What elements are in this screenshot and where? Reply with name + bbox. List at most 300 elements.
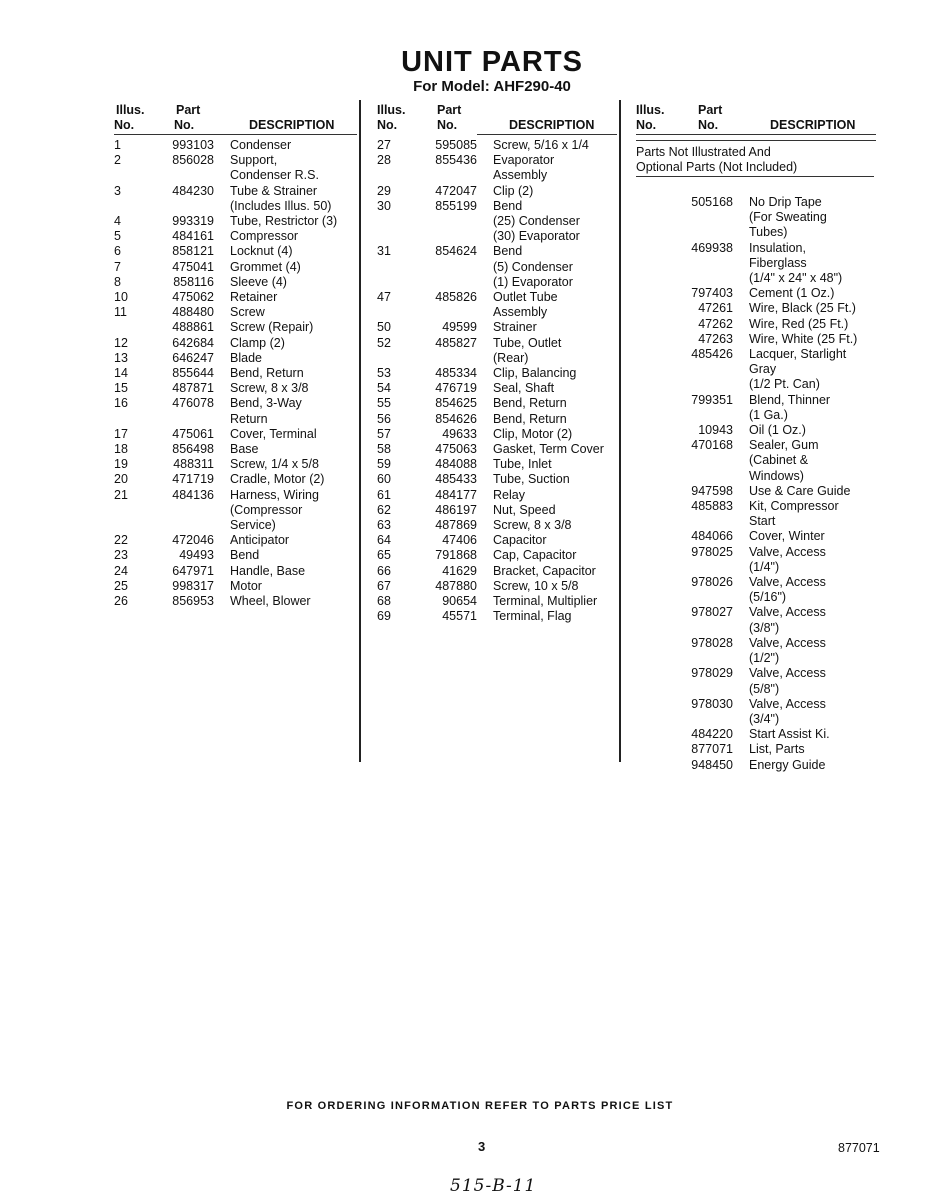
illus-number: 57 <box>377 426 391 441</box>
illus-number: 16 <box>114 396 128 411</box>
table-row <box>114 594 337 609</box>
part-description: Wheel, Blower <box>230 594 311 609</box>
part-number: 41629 <box>442 563 477 578</box>
part-number: 978025 <box>691 544 733 559</box>
column-header <box>377 103 617 137</box>
table-row <box>114 548 337 563</box>
part-number: 855644 <box>172 366 214 381</box>
part-number: 854625 <box>435 396 477 411</box>
part-description: Handle, Base <box>230 563 306 578</box>
table-row <box>377 184 604 199</box>
column-divider <box>359 100 361 762</box>
part-description: Anticipator <box>230 533 290 548</box>
table-row <box>377 579 604 594</box>
illus-number: 63 <box>377 518 391 533</box>
part-description: Locknut (4) <box>230 244 293 259</box>
part-description: Seal, Shaft <box>493 381 555 396</box>
part-number: 485826 <box>435 290 477 305</box>
part-description: Clip (2) <box>493 183 534 198</box>
part-header: No. <box>437 118 458 132</box>
part-description: Bend, Return <box>493 396 567 411</box>
illus-number: 65 <box>377 548 391 563</box>
part-description: Blend, Thinner (1 Ga.) <box>749 392 831 422</box>
table-row <box>114 184 337 214</box>
part-description: Cover, Terminal <box>230 426 317 441</box>
table-row <box>377 564 604 579</box>
table-row <box>673 697 857 727</box>
table-row <box>114 336 337 351</box>
illus-number: 27 <box>377 138 391 152</box>
part-number: 998317 <box>172 578 214 593</box>
part-number: 45571 <box>442 609 477 624</box>
illus-number: 26 <box>114 594 128 609</box>
table-row <box>377 594 604 609</box>
table-row <box>114 260 337 275</box>
part-number: 488480 <box>172 305 214 320</box>
part-description: Tube, Outlet (Rear) <box>493 335 562 365</box>
part-number: 10943 <box>698 423 733 438</box>
illus-number: 17 <box>114 426 128 441</box>
part-description: Valve, Access (3/8") <box>749 605 826 635</box>
table-row <box>673 195 857 241</box>
part-description: Bend, 3-Way Return <box>230 396 302 426</box>
part-number: 475063 <box>435 442 477 457</box>
illus-header: Illus. <box>636 103 665 117</box>
part-number: 978026 <box>691 575 733 590</box>
illus-number: 8 <box>114 274 121 289</box>
table-row <box>377 381 604 396</box>
part-description: Tube, Suction <box>493 472 570 487</box>
illus-number: 47 <box>377 290 391 305</box>
part-number: 49633 <box>442 426 477 441</box>
table-row <box>114 488 337 534</box>
illus-number: 60 <box>377 472 391 487</box>
part-description: Relay <box>493 487 525 502</box>
table-row <box>114 381 337 396</box>
table-row <box>377 442 604 457</box>
part-description: Screw (Repair) <box>230 320 314 335</box>
part-description: Oil (1 Oz.) <box>749 423 806 438</box>
part-number: 49599 <box>442 320 477 335</box>
part-header: No. <box>174 118 195 132</box>
table-row <box>673 529 857 544</box>
table-row <box>673 758 857 773</box>
illus-number: 64 <box>377 533 391 548</box>
part-description: Bend (25) Condenser (30) Evaporator <box>493 198 580 244</box>
table-row <box>377 518 604 533</box>
illus-number: 30 <box>377 198 391 213</box>
part-description: Screw, 5/16 x 1/4 <box>493 138 589 152</box>
part-number: 993103 <box>172 138 214 152</box>
part-description: Bend (5) Condenser (1) Evaporator <box>493 244 573 289</box>
table-row <box>673 484 857 499</box>
part-number: 486197 <box>435 502 477 517</box>
part-number: 855436 <box>435 153 477 168</box>
table-row <box>673 605 857 635</box>
part-description: Cement (1 Oz.) <box>749 286 835 301</box>
table-row <box>377 199 604 245</box>
table-row <box>114 244 337 259</box>
part-number: 854624 <box>435 244 477 259</box>
illus-number: 31 <box>377 244 391 259</box>
table-row <box>673 727 857 742</box>
part-description: No Drip Tape (For Sweating Tubes) <box>749 195 827 240</box>
table-row <box>114 290 337 305</box>
part-description: Insulation, Fiberglass (1/4" x 24" x 48") <box>749 240 843 286</box>
part-number: 476078 <box>172 396 214 411</box>
table-row <box>673 666 857 696</box>
illus-number: 10 <box>114 290 128 305</box>
table-row <box>377 320 604 335</box>
table-row <box>673 742 857 757</box>
table-row <box>114 366 337 381</box>
part-number: 858116 <box>173 274 214 289</box>
illus-number: 5 <box>114 229 121 244</box>
part-description: Valve, Access (5/8") <box>749 666 826 696</box>
part-number: 475062 <box>172 290 214 305</box>
part-number: 856028 <box>172 153 214 168</box>
part-description: Start Assist Ki. <box>749 727 830 742</box>
part-description: Condenser <box>230 138 292 152</box>
illus-number: 2 <box>114 153 121 168</box>
part-number: 485827 <box>435 335 477 350</box>
part-description: Wire, Red (25 Ft.) <box>749 316 849 331</box>
illus-number: 53 <box>377 366 391 381</box>
table-row <box>114 396 337 426</box>
part-description: Capacitor <box>493 533 547 548</box>
part-description: Support, Condenser R.S. <box>230 153 319 183</box>
table-row <box>114 351 337 366</box>
table-row <box>114 320 337 335</box>
illus-header: No. <box>636 118 657 132</box>
part-number: 487880 <box>435 578 477 593</box>
part-number: 488861 <box>172 320 214 335</box>
part-description: Screw <box>230 305 265 320</box>
illus-number: 12 <box>114 335 128 350</box>
part-description: Gasket, Term Cover <box>493 442 604 457</box>
part-number: 47406 <box>442 533 477 548</box>
illus-number: 14 <box>114 366 128 381</box>
part-number: 47263 <box>698 331 733 346</box>
table-row <box>114 138 337 153</box>
illus-number: 55 <box>377 396 391 411</box>
table-row <box>377 457 604 472</box>
table-row <box>114 427 337 442</box>
illus-number: 23 <box>114 548 128 563</box>
table-row <box>673 499 857 529</box>
table-row <box>673 317 857 332</box>
part-number: 978030 <box>691 696 733 711</box>
parts-column-2 <box>377 138 604 625</box>
parts-column-3 <box>673 195 857 773</box>
illus-number: 18 <box>114 442 128 457</box>
illus-number: 13 <box>114 350 128 365</box>
illus-header: Illus. <box>377 103 406 117</box>
table-row <box>377 366 604 381</box>
document-number: 877071 <box>838 1141 880 1155</box>
part-number: 855199 <box>435 198 477 213</box>
table-row <box>114 472 337 487</box>
part-number: 485433 <box>435 472 477 487</box>
part-header: Part <box>698 103 723 117</box>
illus-number: 54 <box>377 381 391 396</box>
table-row <box>673 545 857 575</box>
illus-number: 4 <box>114 214 121 229</box>
part-description: Tube & Strainer (Includes Illus. 50) <box>230 183 332 213</box>
illus-number: 15 <box>114 381 128 396</box>
part-description: Bend, Return <box>230 366 304 381</box>
table-row <box>673 423 857 438</box>
part-description: Clamp (2) <box>230 335 285 350</box>
part-number: 475041 <box>172 259 214 274</box>
table-row <box>673 332 857 347</box>
part-description: Motor <box>230 578 262 593</box>
part-description: Outlet Tube Assembly <box>493 290 558 320</box>
table-row <box>114 442 337 457</box>
part-number: 470168 <box>691 438 733 453</box>
part-description: Cradle, Motor (2) <box>230 472 325 487</box>
part-description: Valve, Access (1/4") <box>749 544 826 574</box>
table-row <box>377 138 604 153</box>
table-row <box>377 472 604 487</box>
part-number: 471719 <box>172 472 214 487</box>
table-row <box>377 336 604 366</box>
part-description: Wire, White (25 Ft.) <box>749 331 858 346</box>
illus-number: 56 <box>377 411 391 426</box>
table-row <box>377 396 604 411</box>
table-row <box>377 503 604 518</box>
part-description: Grommet (4) <box>230 259 301 274</box>
table-row <box>673 347 857 393</box>
part-header: No. <box>698 118 719 132</box>
part-number: 595085 <box>435 138 477 152</box>
part-description: Kit, Compressor Start <box>749 499 839 529</box>
part-number: 799351 <box>691 392 733 407</box>
part-description: Screw, 1/4 x 5/8 <box>230 457 319 472</box>
part-number: 484220 <box>691 727 733 742</box>
illus-number: 7 <box>114 259 121 274</box>
part-description: Clip, Balancing <box>493 366 577 381</box>
illus-number: 25 <box>114 578 128 593</box>
part-description: Base <box>230 442 259 457</box>
part-description: Screw, 8 x 3/8 <box>493 518 572 533</box>
part-number: 791868 <box>435 548 477 563</box>
table-row <box>377 244 604 290</box>
part-number: 978027 <box>691 605 733 620</box>
part-description: List, Parts <box>749 742 805 757</box>
part-number: 484088 <box>435 457 477 472</box>
part-number: 856953 <box>172 594 214 609</box>
page-title: UNIT PARTS <box>401 46 583 78</box>
part-description: Cover, Winter <box>749 529 825 544</box>
table-row <box>114 533 337 548</box>
table-row <box>377 533 604 548</box>
description-header: DESCRIPTION <box>249 118 335 132</box>
table-row <box>377 290 604 320</box>
part-description: Bend, Return <box>493 411 567 426</box>
part-description: Terminal, Flag <box>493 609 572 624</box>
part-description: Strainer <box>493 320 537 335</box>
part-number: 484136 <box>172 487 214 502</box>
illus-number: 11 <box>114 305 127 320</box>
table-row <box>377 488 604 503</box>
illus-number: 24 <box>114 563 128 578</box>
part-number: 472047 <box>435 183 477 198</box>
illus-number: 52 <box>377 335 391 350</box>
part-number: 993319 <box>172 214 214 229</box>
part-description: Tube, Inlet <box>493 457 552 472</box>
part-description: Terminal, Multiplier <box>493 594 598 609</box>
table-row <box>377 153 604 183</box>
description-header: DESCRIPTION <box>770 118 856 132</box>
part-number: 485426 <box>691 347 733 362</box>
illus-number: 19 <box>114 457 128 472</box>
part-description: Sleeve (4) <box>230 274 287 289</box>
illus-number: 69 <box>377 609 391 624</box>
illus-number: 59 <box>377 457 391 472</box>
part-description: Wire, Black (25 Ft.) <box>749 301 856 316</box>
illus-number: 66 <box>377 563 391 578</box>
table-row <box>673 636 857 666</box>
table-row <box>673 241 857 287</box>
part-number: 475061 <box>172 426 214 441</box>
part-description: Retainer <box>230 290 278 305</box>
part-description: Sealer, Gum (Cabinet & Windows) <box>749 438 819 483</box>
part-number: 978028 <box>691 635 733 650</box>
part-description: Screw, 8 x 3/8 <box>230 381 309 396</box>
table-row <box>114 229 337 244</box>
column-header <box>636 103 876 137</box>
part-number: 978029 <box>691 666 733 681</box>
part-description: Clip, Motor (2) <box>493 426 573 441</box>
illus-number <box>114 320 154 335</box>
part-number: 505168 <box>691 195 733 209</box>
model-subtitle: For Model: AHF290-40 <box>413 78 571 95</box>
ordering-note: FOR ORDERING INFORMATION REFER TO PARTS PRICE LIST <box>286 1100 674 1112</box>
part-number: 948450 <box>691 757 733 772</box>
table-row <box>377 609 604 624</box>
table-row <box>673 301 857 316</box>
part-number: 49493 <box>179 548 214 563</box>
illus-header: No. <box>377 118 398 132</box>
table-row <box>673 575 857 605</box>
illus-number: 29 <box>377 183 391 198</box>
table-row <box>673 393 857 423</box>
illus-number: 50 <box>377 320 391 335</box>
table-row <box>673 286 857 301</box>
part-description: Bracket, Capacitor <box>493 563 596 578</box>
part-number: 642684 <box>172 335 214 350</box>
part-number: 488311 <box>173 457 214 472</box>
part-number: 647971 <box>172 563 214 578</box>
part-number: 858121 <box>172 244 214 259</box>
table-row <box>377 412 604 427</box>
part-number: 797403 <box>691 286 733 301</box>
illus-number: 3 <box>114 183 121 198</box>
part-number: 472046 <box>172 533 214 548</box>
illus-number: 22 <box>114 533 128 548</box>
column-header <box>114 103 357 137</box>
table-row <box>114 275 337 290</box>
part-number: 476719 <box>435 381 477 396</box>
part-description: Harness, Wiring (Compressor Service) <box>230 487 319 533</box>
part-number: 90654 <box>442 594 477 609</box>
part-number: 484177 <box>435 487 477 502</box>
table-row <box>114 153 337 183</box>
part-number: 947598 <box>691 483 733 498</box>
part-number: 856498 <box>172 442 214 457</box>
part-number: 487871 <box>172 381 214 396</box>
part-number: 47262 <box>698 316 733 331</box>
table-row <box>114 564 337 579</box>
part-description: Nut, Speed <box>493 502 556 517</box>
table-row <box>673 438 857 484</box>
table-row <box>114 214 337 229</box>
not-illustrated-note: Parts Not Illustrated And Optional Parts (Not Included) <box>636 145 874 177</box>
part-number: 487869 <box>435 518 477 533</box>
part-description: Valve, Access (1/2") <box>749 635 826 666</box>
part-number: 469938 <box>691 240 733 255</box>
illus-header: Illus. <box>116 103 145 117</box>
part-number: 484230 <box>172 183 214 198</box>
part-number: 485334 <box>435 366 477 381</box>
part-description: Lacquer, Starlight Gray (1/2 Pt. Can) <box>749 347 847 392</box>
illus-number: 68 <box>377 594 391 609</box>
part-number: 47261 <box>698 301 733 316</box>
illus-number: 28 <box>377 153 391 168</box>
part-description: Use & Care Guide <box>749 483 851 498</box>
part-header: Part <box>176 103 201 117</box>
illus-number: 21 <box>114 487 128 502</box>
handwritten-note: 515-B-11 <box>450 1176 537 1196</box>
part-description: Valve, Access (3/4") <box>749 696 826 726</box>
illus-number: 6 <box>114 244 121 259</box>
part-number: 484161 <box>172 229 214 244</box>
column-divider <box>619 100 621 762</box>
illus-number: 67 <box>377 578 391 593</box>
parts-column-1 <box>114 138 337 609</box>
page-number: 3 <box>478 1139 486 1154</box>
part-number: 485883 <box>691 499 733 514</box>
illus-number: 62 <box>377 502 391 517</box>
part-description: Screw, 10 x 5/8 <box>493 578 579 593</box>
table-row <box>377 548 604 563</box>
part-description: Blade <box>230 350 262 365</box>
part-number: 877071 <box>691 742 733 757</box>
illus-number: 61 <box>377 487 391 502</box>
part-description: Bend <box>230 548 260 563</box>
part-description: Evaporator Assembly <box>493 153 555 183</box>
part-number: 484066 <box>691 529 733 544</box>
illus-header: No. <box>114 118 135 132</box>
part-description: Valve, Access (5/16") <box>749 575 826 605</box>
part-description: Tube, Restrictor (3) <box>230 214 338 229</box>
part-number: 646247 <box>172 350 214 365</box>
table-row <box>377 427 604 442</box>
table-row <box>114 305 337 320</box>
part-number: 854626 <box>435 411 477 426</box>
part-header: Part <box>437 103 462 117</box>
table-row <box>114 579 337 594</box>
illus-number: 58 <box>377 442 391 457</box>
illus-number: 1 <box>114 138 121 152</box>
description-header: DESCRIPTION <box>509 118 595 132</box>
part-description: Compressor <box>230 229 299 244</box>
table-row <box>114 457 337 472</box>
illus-number: 20 <box>114 472 128 487</box>
part-description: Energy Guide <box>749 757 826 772</box>
part-description: Cap, Capacitor <box>493 548 577 563</box>
